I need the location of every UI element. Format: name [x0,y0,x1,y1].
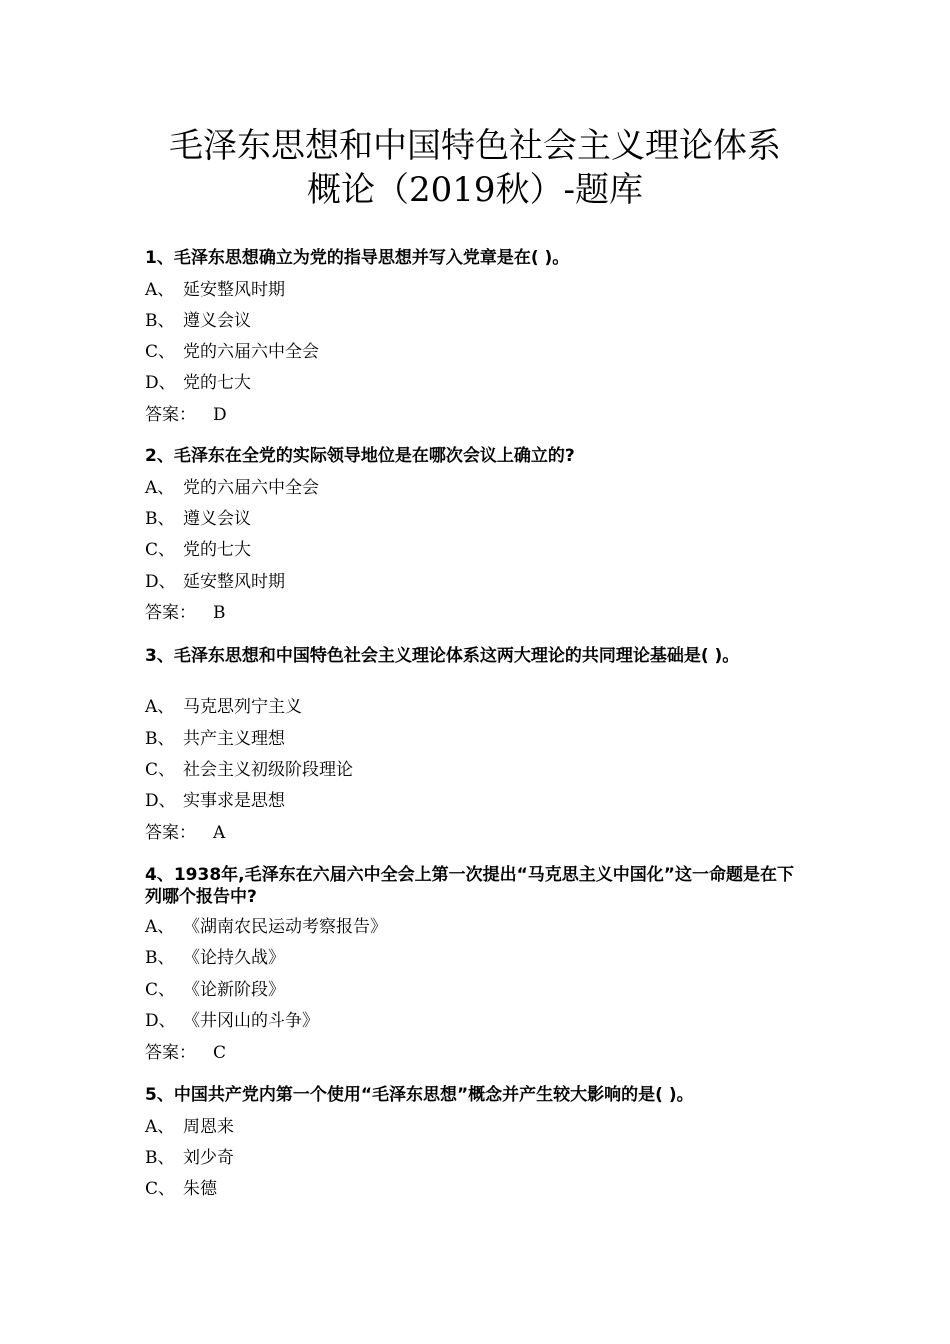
question-2 [145,445,815,623]
option-d: D、 实事求是思想 [145,791,285,811]
question-stem: 4、1938年,毛泽东在六届六中全会上第一次提出“马克思主义中国化”这一命题是在下列哪个报告中? [145,865,794,907]
question-3 [145,645,815,843]
option-b: B、 刘少奇 [145,1148,234,1168]
option-b: B、 遵义会议 [145,509,251,529]
question-4 [145,864,815,1063]
question-5 [145,1084,815,1199]
question-stem: 1、毛泽东思想确立为党的指导思想并写入党章是在( )。 [145,248,570,268]
title-line-1: 毛泽东思想和中国特色社会主义理论体系 [169,126,781,166]
option-c: C、 党的七大 [145,540,251,560]
question-1 [145,247,815,425]
question-stem: 5、中国共产党内第一个使用“毛泽东思想”概念并产生较大影响的是( )。 [145,1085,694,1105]
title-line-2: 概论（2019秋）-题库 [306,170,643,210]
answer-line: 答案： B [145,603,226,623]
option-a: A、 马克思列宁主义 [145,697,302,717]
option-a: A、 《湖南农民运动考察报告》 [145,917,387,937]
option-c: C、 党的六届六中全会 [145,342,319,362]
option-b: B、 《论持久战》 [145,948,285,968]
option-c: C、 社会主义初级阶段理论 [145,760,353,780]
answer-line: 答案： D [145,405,227,425]
option-c: C、 《论新阶段》 [145,980,285,1000]
question-stem: 2、毛泽东在全党的实际领导地位是在哪次会议上确立的? [145,446,575,466]
option-d: D、 《井冈山的斗争》 [145,1011,319,1031]
option-a: A、 党的六届六中全会 [145,478,319,498]
option-b: B、 共产主义理想 [145,729,285,749]
option-d: D、 党的七大 [145,373,251,393]
answer-line: 答案： A [145,823,226,843]
answer-line: 答案： C [145,1043,227,1063]
page-title [0,124,950,212]
option-c: C、 朱德 [145,1179,217,1199]
option-d: D、 延安整风时期 [145,572,285,592]
option-a: A、 延安整风时期 [145,280,285,300]
option-b: B、 遵义会议 [145,311,251,331]
question-stem: 3、毛泽东思想和中国特色社会主义理论体系这两大理论的共同理论基础是( )。 [145,646,740,666]
option-a: A、 周恩来 [145,1117,234,1137]
